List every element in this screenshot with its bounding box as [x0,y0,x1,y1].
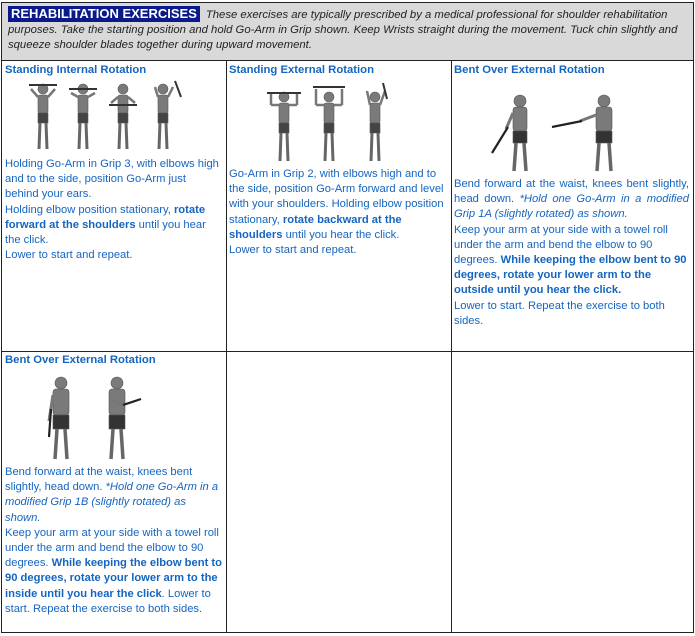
header-banner [2,3,693,61]
person-figure-icon [5,369,205,465]
exercise-grid [2,61,693,632]
empty-cell [451,351,693,632]
instruction-text: Lower to start and repeat. [229,244,357,257]
exercise-sheet [1,2,694,633]
intro-text: These exercises are typically prescribed by a medical professional for shoulder rehabilitation purposes. Take the starting position and hold Go-Arm in Grip shown. Keep Wrists straight during the movement. Tuck chin slightly and squeeze shoulder blades together during upward movement. [8,9,678,51]
exercise-title: Standing External Rotation [229,64,374,76]
exercise-card-bent-over-external-1 [451,61,693,351]
instruction-text: Keep your arm at your side with a towel roll under the arm and bend the elbow to 90 degrees. While keeping the elbow bent to 90 degrees, rotate your lower arm to the outside until you hear the click. [454,223,687,297]
instruction-text: Keep your arm at your side with a towel roll under the arm and bend the elbow to 90 degrees. While keeping the elbow bent to 90 degrees, rotate your lower arm to the inside until you hear the click. Lower to start. Repeat the exercise to both sides. [5,526,222,615]
instruction-text: Go-Arm in Grip 2, with elbows high and to the side, position Go-Arm forward and level with your shoulders. Holding elbow position stationary, rotate backward at the shoulders until you hear the click. [229,168,444,241]
exercise-title: Standing Internal Rotation [5,64,147,76]
exercise-title: Bent Over External Rotation [454,64,605,76]
exercise-card-external-rotation [226,61,451,351]
empty-cell [226,351,451,632]
instruction-text: Lower to start and repeat. [5,249,133,262]
exercise-instructions [5,157,222,263]
person-figure-icon [229,79,429,167]
exercise-instructions [454,177,689,329]
exercise-instructions [229,167,447,258]
exercise-card-bent-over-external-2 [2,351,226,632]
exercise-instructions [5,465,222,617]
instruction-text: Holding Go-Arm in Grip 3, with elbows high and to the side, position Go-Arm just behind your ears. [5,158,219,201]
instruction-text: Bend forward at the waist, knees bent slightly, head down. *Hold one Go-Arm in a modified Grip 1A (slightly rotated) as shown. [454,178,689,221]
exercise-card-internal-rotation [2,61,226,351]
exercise-title: Bent Over External Rotation [5,354,156,366]
instruction-text: Bend forward at the waist, knees bent slightly, head down. *Hold one Go-Arm in a modified Grip 1B (slightly rotated) as shown. [5,466,219,524]
person-figure-icon [454,79,684,177]
instruction-text: Holding elbow position stationary, rotate forward at the shoulders until you hear the click. [5,203,206,247]
instruction-text: Lower to start. Repeat the exercise to both sides. [454,299,665,327]
person-figure-icon [5,79,205,157]
page-title: REHABILITATION EXERCISES [8,6,200,22]
